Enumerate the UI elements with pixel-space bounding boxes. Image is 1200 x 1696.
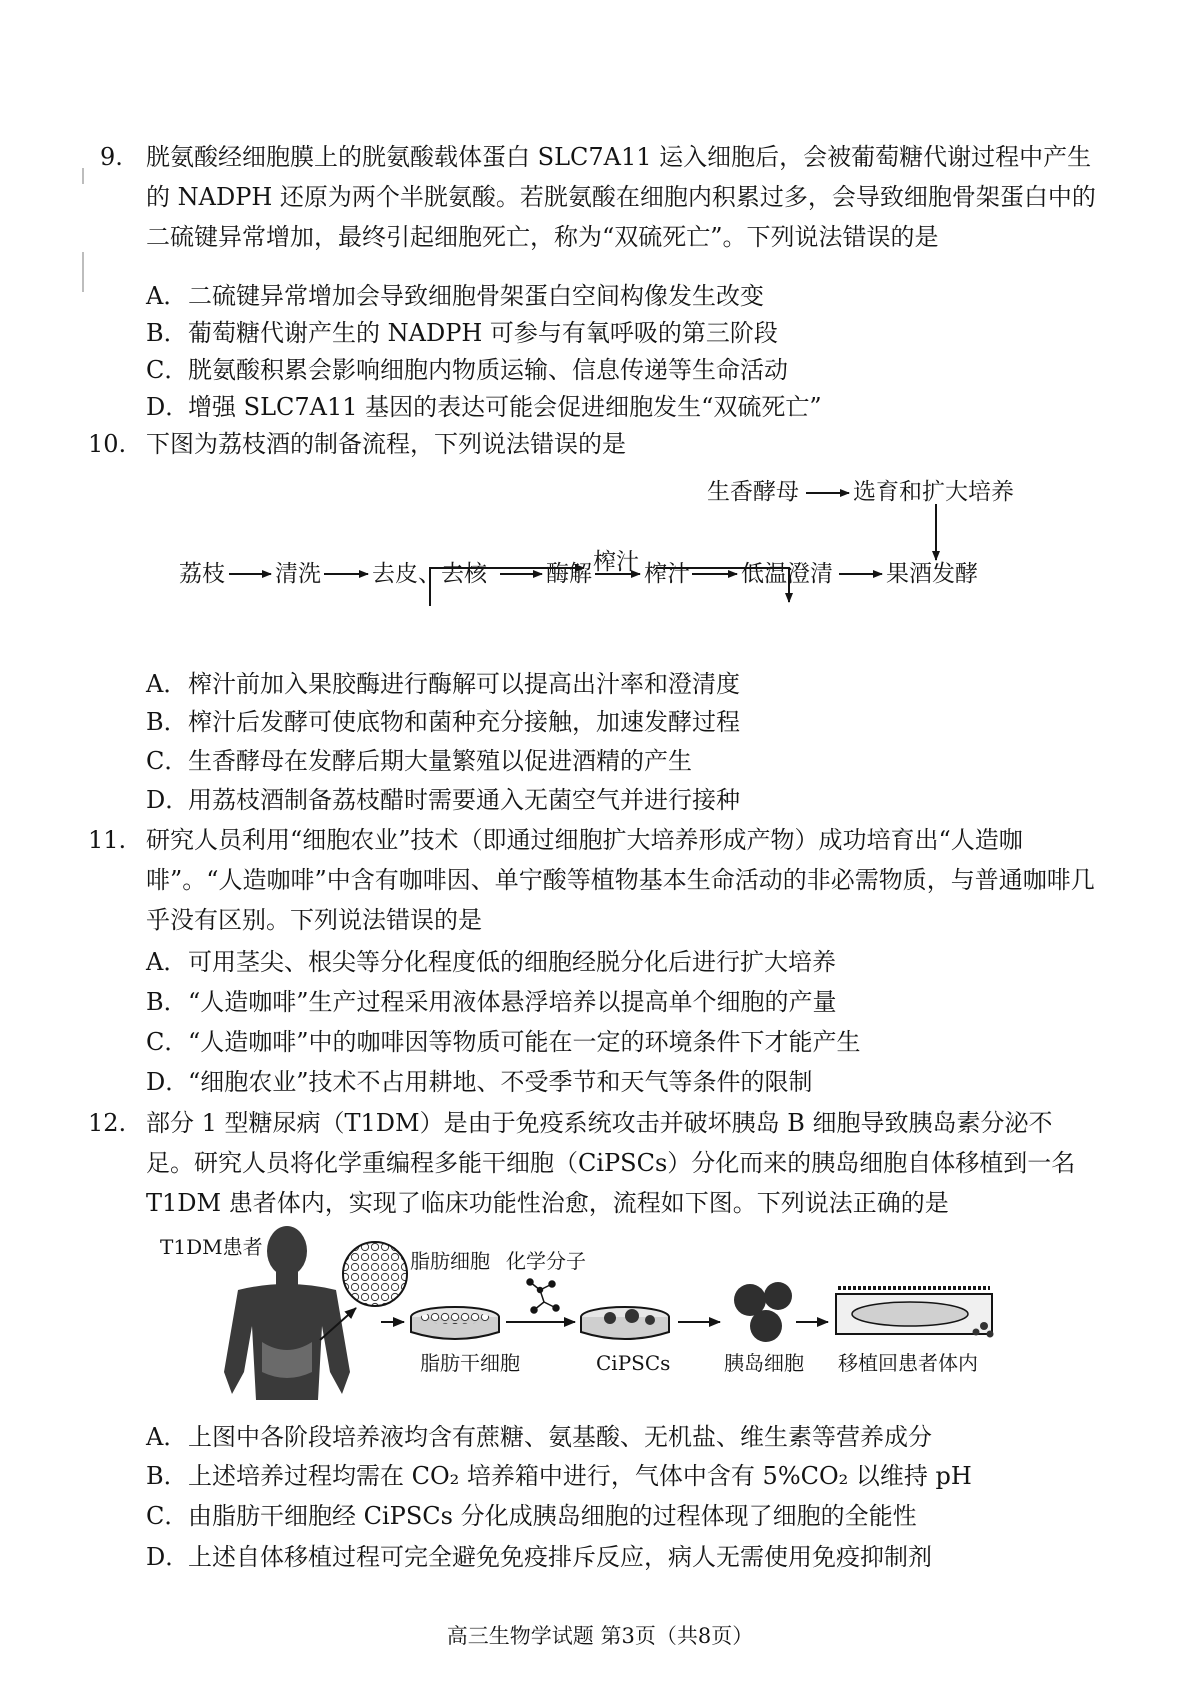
option-text: 生香酵母在发酵后期大量繁殖以促进酒精的产生	[188, 747, 692, 775]
binding-mark	[82, 168, 84, 184]
flow-yeast-step: 选育和扩大培养	[853, 479, 1014, 505]
option-text: 可用茎尖、根尖等分化程度低的细胞经脱分化后进行扩大培养	[188, 948, 836, 976]
islet-label: 胰岛细胞	[724, 1351, 804, 1375]
option-a	[146, 942, 836, 982]
molecule-icon	[527, 1279, 559, 1313]
option-text: 增强 SLC7A11 基因的表达可能会促进细胞发生“双硫死亡”	[188, 393, 822, 421]
flow-step-enzyme: 酶解	[546, 561, 592, 587]
option-text: 榨汁后发酵可使底物和菌种充分接触，加速发酵过程	[188, 708, 740, 736]
option-d	[146, 1062, 813, 1102]
option-text: 由脂肪干细胞经 CiPSCs 分化成胰岛细胞的过程体现了细胞的全能性	[188, 1502, 917, 1530]
question-number: 10.	[88, 430, 127, 458]
flow-step-peel: 去皮、去核	[372, 561, 487, 587]
transplant-label: 移植回患者体内	[838, 1351, 978, 1375]
option-letter: D．	[146, 1543, 190, 1571]
option-letter: D．	[146, 393, 190, 421]
option-letter: C．	[146, 1028, 189, 1056]
question-number: 9.	[100, 143, 123, 171]
option-text: 上述培养过程均需在 CO₂ 培养箱中进行，气体中含有 5%CO₂ 以维持 pH	[188, 1462, 972, 1490]
option-d	[146, 780, 740, 820]
option-c	[146, 350, 788, 390]
option-c	[146, 741, 692, 781]
option-letter: C．	[146, 356, 189, 384]
option-letter: A．	[146, 282, 188, 310]
option-letter: C．	[146, 747, 189, 775]
page-footer: 高三生物学试题 第3页（共8页）	[446, 1624, 754, 1648]
islet-cells	[734, 1282, 792, 1342]
option-text: 上述自体移植过程可完全避免免疫排斥反应，病人无需使用免疫抑制剂	[188, 1543, 932, 1571]
patient-label: T1DM患者	[160, 1235, 263, 1259]
flow-step-lychee: 荔枝	[179, 561, 225, 587]
flow-yeast: 生香酵母	[707, 479, 799, 505]
flow-step-juice: 榨汁	[644, 561, 690, 587]
flow-step-clarify: 低温澄清	[741, 561, 833, 587]
option-a	[146, 276, 764, 316]
question-10	[88, 424, 1100, 464]
fat-tissue-circle	[343, 1242, 407, 1306]
option-d	[146, 387, 822, 427]
option-text: 用荔枝酒制备荔枝醋时需要通入无菌空气并进行接种	[188, 786, 740, 814]
option-text: 上图中各阶段培养液均含有蔗糖、氨基酸、无机盐、维生素等营养成分	[188, 1423, 932, 1451]
option-text: 榨汁前加入果胶酶进行酶解可以提高出汁率和澄清度	[188, 670, 740, 698]
option-c	[146, 1022, 861, 1062]
option-letter: C．	[146, 1502, 189, 1530]
option-text: “细胞农业”技术不占用耕地、不受季节和天气等条件的限制	[188, 1068, 813, 1096]
option-letter: B．	[146, 1462, 188, 1490]
option-b	[146, 313, 778, 353]
option-letter: B．	[146, 988, 188, 1016]
petri-dish-cipsc	[581, 1307, 669, 1339]
option-text: “人造咖啡”生产过程采用液体悬浮培养以提高单个细胞的产量	[188, 988, 837, 1016]
option-text: 胱氨酸积累会影响细胞内物质运输、信息传递等生命活动	[188, 356, 788, 384]
option-letter: A．	[146, 948, 188, 976]
question-stem: 研究人员利用“细胞农业”技术（即通过细胞扩大培养形成产物）成功培育出“人造咖啡”。“人造咖啡”中含有咖啡因、单宁酸等植物基本生命活动的非必需物质，与普通咖啡几乎没有区别。下列说法错误的是	[146, 826, 1095, 934]
question-11	[88, 820, 1100, 940]
option-letter: D．	[146, 786, 190, 814]
option-c	[146, 1496, 917, 1536]
question-number: 12.	[88, 1109, 127, 1137]
question-stem: 下图为荔枝酒的制备流程，下列说法错误的是	[146, 430, 626, 458]
question-12	[88, 1103, 1100, 1223]
lychee-wine-flowchart	[0, 460, 1200, 610]
flow-step-ferment: 果酒发酵	[886, 561, 978, 587]
option-b	[146, 1456, 972, 1496]
transplant-site	[836, 1288, 994, 1338]
option-b	[146, 982, 837, 1022]
fat-cell-label: 脂肪细胞	[410, 1249, 490, 1273]
option-a	[146, 1417, 932, 1457]
question-9	[100, 137, 1100, 257]
flow-step-wash: 清洗	[275, 561, 321, 587]
question-stem: 部分 1 型糖尿病（T1DM）是由于免疫系统攻击并破坏胰岛 B 细胞导致胰岛素分泌不足。研究人员将化学重编程多能干细胞（CiPSCs）分化而来的胰岛细胞自体移植到一名 T1DM 患者体内，实现了临床功能性治愈，流程如下图。下列说法正确的是	[146, 1109, 1076, 1217]
question-stem: 胱氨酸经细胞膜上的胱氨酸载体蛋白 SLC7A11 运入细胞后，会被葡萄糖代谢过程中产生的 NADPH 还原为两个半胱氨酸。若胱氨酸在细胞内积累过多，会导致细胞骨架蛋白中的二硫键异常增加，最终引起细胞死亡，称为“双硫死亡”。下列说法错误的是	[146, 143, 1096, 251]
option-b	[146, 702, 740, 742]
option-text: 葡萄糖代谢产生的 NADPH 可参与有氧呼吸的第三阶段	[188, 319, 778, 347]
option-letter: A．	[146, 670, 188, 698]
stem-cell-label: 脂肪干细胞	[420, 1351, 520, 1375]
question-number: 11.	[88, 826, 127, 854]
cipsc-label: CiPSCs	[596, 1351, 671, 1375]
binding-mark	[82, 252, 84, 292]
option-text: “人造咖啡”中的咖啡因等物质可能在一定的环境条件下才能产生	[188, 1028, 861, 1056]
option-text: 二硫键异常增加会导致细胞骨架蛋白空间构像发生改变	[188, 282, 764, 310]
petri-dish-stem-cell	[411, 1307, 499, 1339]
flow-bypass-label: 榨汁	[593, 549, 639, 575]
option-letter: A．	[146, 1423, 188, 1451]
option-letter: B．	[146, 319, 188, 347]
option-letter: B．	[146, 708, 188, 736]
ciPSC-transplant-figure	[0, 1222, 1200, 1402]
chem-label: 化学分子	[506, 1249, 586, 1273]
option-letter: D．	[146, 1068, 190, 1096]
option-d	[146, 1537, 932, 1577]
option-a	[146, 664, 740, 704]
